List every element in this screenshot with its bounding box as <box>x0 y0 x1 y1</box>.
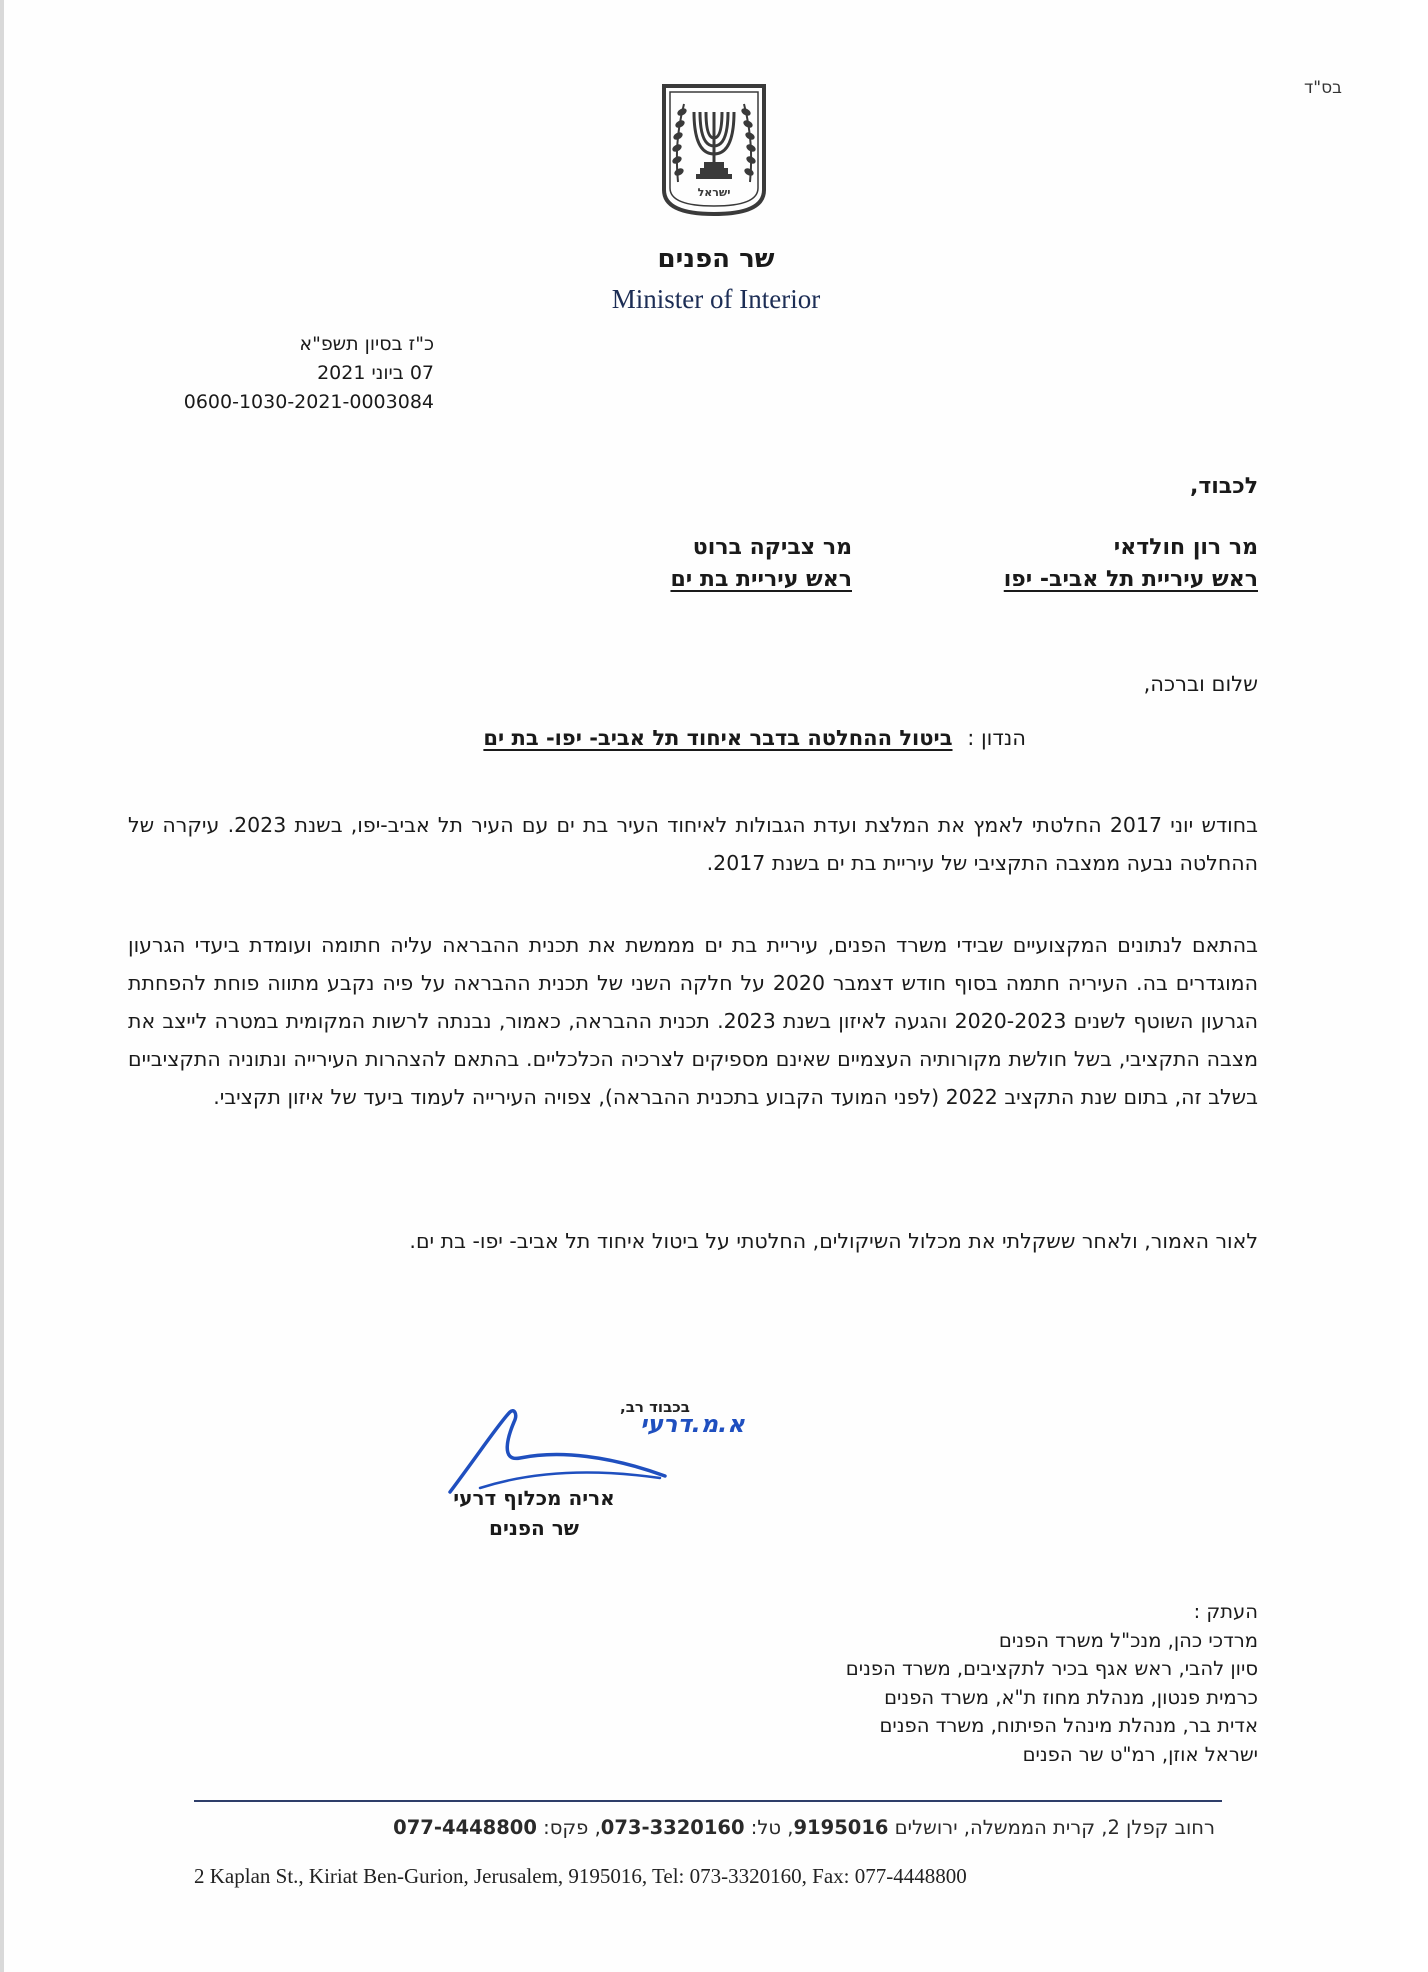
minister-title-english: Minister of Interior <box>611 284 821 314</box>
cc-item: אדית בר, מנהלת מינהל הפיתוח, משרד הפנים <box>879 1714 1258 1737</box>
body-paragraph-2: בהתאם לנתונים המקצועיים שבידי משרד הפנים, עיריית בת ים מממשת את תכנית ההבראה עליה חתומה ועומדת ביעדי הגרעון המוגדרים בה. העיריה חתמה בסוף חודש דצמבר 2020 על חלקה השני של תכנית ההבראה על פיה נקבע מתווה פוחת להפחתת הגרעון השוטף לשנים 2020-2023 והגעה לאיזון בשנת 2023. תכנית ההבראה, כאמור, נבנתה לרשות המקומית במטרה לייצב את מצבה התקציבי, בשל חולשת מקורותיה העצמיים שאינם מספיקים לצרכיה הכלכליים. בהתאם להצהרות העירייה ונתוניה התקציביים בשלב זה, בתום שנת התקציב 2022 (לפני המועד הקבוע בתכנית ההבראה), צפויה העירייה לעמוד ביעד של איזון תקציבי. <box>128 933 1258 1109</box>
recipient-2 <box>670 532 852 596</box>
reference-number: 0600-1030-2021-0003084 <box>183 391 434 413</box>
hebrew-date: כ"ז בסיון תשפ"א <box>299 333 434 355</box>
footer-fax-label: פקס: <box>543 1816 589 1839</box>
cc-item: ישראל אוזן, רמ"ט שר הפנים <box>1022 1742 1258 1766</box>
svg-text:א.מ.דרעי: א.מ.דרעי <box>640 1410 745 1438</box>
footer-tel-label: טל: <box>750 1816 782 1839</box>
footer-street-he: רחוב קפלן 2, קרית הממשלה, ירושלים <box>894 1816 1215 1839</box>
salutation: שלום וברכה, <box>1143 672 1258 696</box>
subject-text: ביטול ההחלטה בדבר איחוד תל אביב- יפו- בת ים <box>483 726 953 750</box>
minister-title-hebrew: שר הפנים <box>657 244 775 274</box>
recipient-name: מר רון חולדאי <box>1113 535 1258 560</box>
footer-zip: 9195016 <box>793 1816 889 1839</box>
svg-text:בכבוד רב,: בכבוד רב, <box>620 1398 690 1416</box>
recipient-title: ראש עיריית בת ים <box>670 567 852 592</box>
subject-line <box>483 726 1026 750</box>
signatory-name: אריה מכלוף דרעי <box>453 1486 615 1510</box>
greeting: לכבוד, <box>1189 474 1258 499</box>
cc-label: העתק : <box>1193 1600 1258 1623</box>
subject-label: הנדון : <box>967 726 1026 750</box>
emblem-text: ישראל <box>697 186 731 199</box>
recipient-title: ראש עיריית תל אביב- יפו <box>1003 567 1258 592</box>
footer-fax: 077-4448800 <box>393 1816 537 1839</box>
cc-list <box>846 1627 1258 1770</box>
cc-item: מרדכי כהן, מנכ"ל משרד הפנים <box>998 1628 1258 1652</box>
cc-item: כרמית פנטון, מנהלת מחוז ת"א, משרד הפנים <box>884 1685 1258 1709</box>
footer-address-hebrew: רחוב קפלן 2, קרית הממשלה, ירושלים 9195016, טל: 073-3320160, פקס: 077-4448800 <box>393 1816 1215 1839</box>
gregorian-date: 07 ביוני 2021 <box>317 362 434 384</box>
state-of-israel-emblem-icon <box>660 82 768 218</box>
recipient-1 <box>1004 532 1258 596</box>
cc-block <box>846 1598 1258 1769</box>
footer-tel: 073-3320160 <box>600 1816 745 1839</box>
cc-item: סיון להבי, ראש אגף בכיר לתקציבים, משרד הפנים <box>845 1657 1258 1680</box>
body-paragraph-1: בחודש יוני 2017 החלטתי לאמץ את המלצת ועדת הגבולות לאיחוד העיר בת ים עם העיר תל אביב-יפו, בשנת 2023. עיקרה של ההחלטה נבעה ממצבה התקציבי של עיריית בת ים בשנת 2017. <box>128 813 1259 875</box>
recipient-name: מר צביקה ברוט <box>692 535 852 560</box>
footer-divider <box>194 1800 1222 1802</box>
body-paragraph-3: לאור האמור, ולאחר ששקלתי את מכלול השיקולים, החלטתי על ביטול איחוד תל אביב- יפו- בת ים. <box>409 1229 1258 1253</box>
signatory-title: שר הפנים <box>489 1516 579 1540</box>
date-block <box>184 330 434 417</box>
bsd-mark: בס"ד <box>1304 78 1342 98</box>
footer-address-english: 2 Kaplan St., Kiriat Ben-Gurion, Jerusalem, 9195016, Tel: 073-3320160, Fax: 077-4448800 <box>194 1864 967 1888</box>
